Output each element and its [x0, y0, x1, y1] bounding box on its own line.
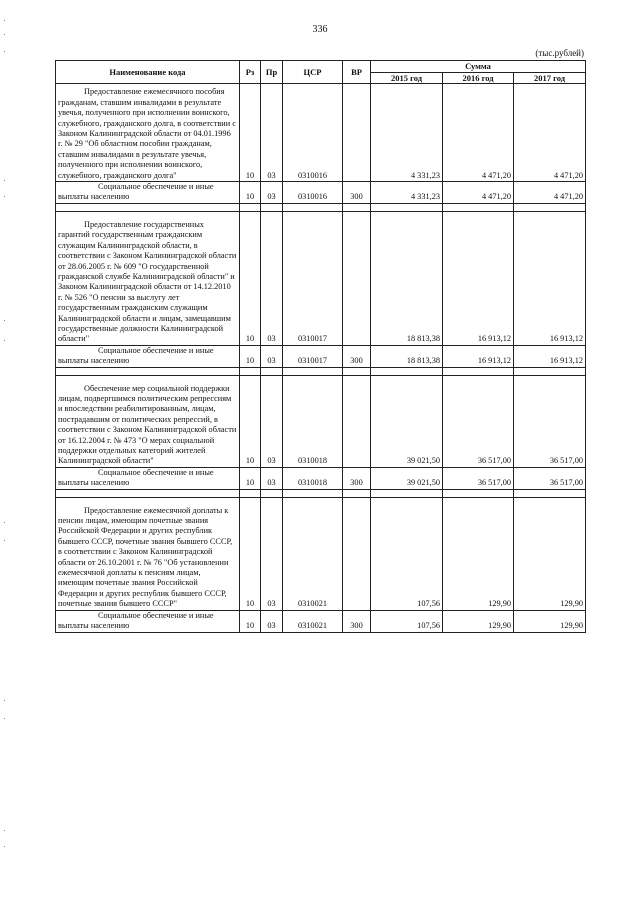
scan-edge-marks [2, 0, 8, 905]
table-row-item [56, 211, 586, 345]
cell-rz: 10 [240, 345, 261, 367]
cell-name-text: Обеспечение мер социальной поддержки лицам, подвергшимся политическим репрессиям и впоследствии реабилитированным, лицам, пострадавшим от политических репрессий, в соответствии с Законом Калининградской области от 16.12.2004 г. № 473 "О мерах социальной поддержки отдельных категорий жителей Калининградской области" [58, 383, 237, 466]
cell-name [56, 84, 240, 182]
cell-blank [283, 367, 343, 375]
cell-csr: 0310017 [283, 211, 343, 345]
cell-vr [343, 497, 371, 610]
cell-blank [240, 489, 261, 497]
cell-vr [343, 84, 371, 182]
table-row-subitem [56, 345, 586, 367]
cell-name-text: Социальное обеспечение и иные выплаты населению [58, 182, 214, 202]
cell-csr: 0310017 [283, 345, 343, 367]
table-row-subitem [56, 467, 586, 489]
cell-blank [240, 203, 261, 211]
header-csr: ЦСР [283, 61, 343, 84]
cell-y2017: 16 913,12 [514, 345, 586, 367]
cell-y2017: 16 913,12 [514, 211, 586, 345]
cell-y2017: 129,90 [514, 497, 586, 610]
table-body [56, 84, 586, 632]
cell-pr: 03 [261, 345, 283, 367]
cell-blank [56, 203, 240, 211]
cell-rz: 10 [240, 375, 261, 467]
cell-rz: 10 [240, 497, 261, 610]
table-row-spacer [56, 489, 586, 497]
cell-csr: 0310018 [283, 375, 343, 467]
cell-blank [371, 203, 443, 211]
cell-name [56, 211, 240, 345]
cell-y2015: 4 331,23 [371, 84, 443, 182]
cell-pr: 03 [261, 610, 283, 632]
cell-rz: 10 [240, 211, 261, 345]
page-number: 336 [312, 24, 328, 35]
cell-blank [443, 203, 514, 211]
cell-blank [56, 367, 240, 375]
cell-y2015: 39 021,50 [371, 375, 443, 467]
cell-name-text: Предоставление ежемесячного пособия гражданам, ставшим инвалидами в результате увечья, полученного при исполнении воинского, служебного, гражданского долга, в соответствии с Законом Калининградской области от 04.01.1996 г. № 29 "Об областном пособии гражданам, ставшим инвалидами в результате увечья, полученного при исполнении воинского, служебного, гражданского долга" [58, 87, 236, 180]
cell-y2016: 4 471,20 [443, 84, 514, 182]
cell-blank [261, 489, 283, 497]
header-2017: 2017 год [514, 73, 586, 84]
units-label: (тыс.рублей) [535, 48, 584, 58]
cell-blank [343, 489, 371, 497]
table-row-subitem [56, 182, 586, 204]
cell-name-text: Предоставление государственных гарантий государственным гражданским служащим Калининградской области, в соответствии с Законом Калининградской области от 28.06.2005 г. № 609 "О государственной гражданской службе Калининградской области" и Законом Калининградской области от 14.12.2010 г. № 526 "О пенсии за выслугу лет государственным гражданским служащим Калининградской области и лицам, замещавшим государственные должности Калининградской области" [58, 219, 237, 344]
cell-y2016: 16 913,12 [443, 211, 514, 345]
cell-y2015: 18 813,38 [371, 211, 443, 345]
cell-csr: 0310018 [283, 467, 343, 489]
cell-name [56, 467, 240, 489]
table-row-subitem [56, 610, 586, 632]
cell-vr: 300 [343, 182, 371, 204]
table-row-item [56, 84, 586, 182]
cell-name-text: Социальное обеспечение и иные выплаты населению [58, 345, 214, 366]
header-vr: ВР [343, 61, 371, 84]
cell-name-text: Социальное обеспечение и иные выплаты населению [58, 610, 214, 631]
cell-y2015: 107,56 [371, 497, 443, 610]
header-pr: Пр [261, 61, 283, 84]
cell-y2017: 129,90 [514, 610, 586, 632]
cell-blank [443, 489, 514, 497]
cell-y2017: 36 517,00 [514, 467, 586, 489]
cell-blank [343, 367, 371, 375]
header-rz: Рз [240, 61, 261, 84]
cell-y2015: 107,56 [371, 610, 443, 632]
cell-blank [371, 489, 443, 497]
cell-csr: 0310021 [283, 610, 343, 632]
table-row-item [56, 497, 586, 610]
cell-y2016: 16 913,12 [443, 345, 514, 367]
cell-pr: 03 [261, 211, 283, 345]
cell-vr: 300 [343, 345, 371, 367]
cell-rz: 10 [240, 84, 261, 182]
cell-name-text: Предоставление ежемесячной доплаты к пенсии лицам, имеющим почетные звания Российской Федерации и других республик бывшего СССР, почетные звания бывшего СССР, в соответствии с Законом Калининградской области от 26.10.2001 г. № 76 "Об установлении ежемесячной доплаты к пенсиям лицам, имеющим почетные звания Российской Федерации и других республик бывшего СССР, почетные звания бывшего СССР" [58, 505, 233, 609]
header-2016: 2016 год [443, 73, 514, 84]
cell-blank [514, 367, 586, 375]
cell-rz: 10 [240, 467, 261, 489]
cell-y2017: 4 471,20 [514, 182, 586, 204]
cell-blank [283, 203, 343, 211]
cell-csr: 0310021 [283, 497, 343, 610]
table-row-spacer [56, 367, 586, 375]
cell-vr [343, 375, 371, 467]
cell-blank [443, 367, 514, 375]
cell-blank [56, 489, 240, 497]
cell-csr: 0310016 [283, 182, 343, 204]
cell-blank [261, 367, 283, 375]
cell-csr: 0310016 [283, 84, 343, 182]
cell-name [56, 182, 240, 204]
cell-pr: 03 [261, 84, 283, 182]
cell-blank [283, 489, 343, 497]
cell-rz: 10 [240, 610, 261, 632]
cell-y2016: 36 517,00 [443, 467, 514, 489]
header-name: Наименование кода [56, 61, 240, 84]
header-2015: 2015 год [371, 73, 443, 84]
cell-y2017: 4 471,20 [514, 84, 586, 182]
cell-blank [514, 203, 586, 211]
cell-name [56, 345, 240, 367]
cell-pr: 03 [261, 182, 283, 204]
cell-y2017: 36 517,00 [514, 375, 586, 467]
cell-pr: 03 [261, 375, 283, 467]
cell-rz: 10 [240, 182, 261, 204]
header-sum: Сумма [371, 61, 586, 73]
cell-pr: 03 [261, 467, 283, 489]
cell-name-text: Социальное обеспечение и иные выплаты населению [58, 467, 214, 488]
table-row-spacer [56, 203, 586, 211]
cell-blank [343, 203, 371, 211]
cell-blank [261, 203, 283, 211]
cell-blank [514, 489, 586, 497]
cell-name [56, 610, 240, 632]
cell-vr: 300 [343, 610, 371, 632]
cell-y2016: 36 517,00 [443, 375, 514, 467]
cell-y2015: 18 813,38 [371, 345, 443, 367]
cell-y2015: 4 331,23 [371, 182, 443, 204]
cell-blank [371, 367, 443, 375]
table-row-item [56, 375, 586, 467]
cell-vr [343, 211, 371, 345]
cell-vr: 300 [343, 467, 371, 489]
cell-y2016: 4 471,20 [443, 182, 514, 204]
cell-y2015: 39 021,50 [371, 467, 443, 489]
cell-y2016: 129,90 [443, 610, 514, 632]
cell-y2016: 129,90 [443, 497, 514, 610]
cell-pr: 03 [261, 497, 283, 610]
cell-blank [240, 367, 261, 375]
cell-name [56, 497, 240, 610]
cell-name [56, 375, 240, 467]
budget-table [55, 60, 586, 633]
